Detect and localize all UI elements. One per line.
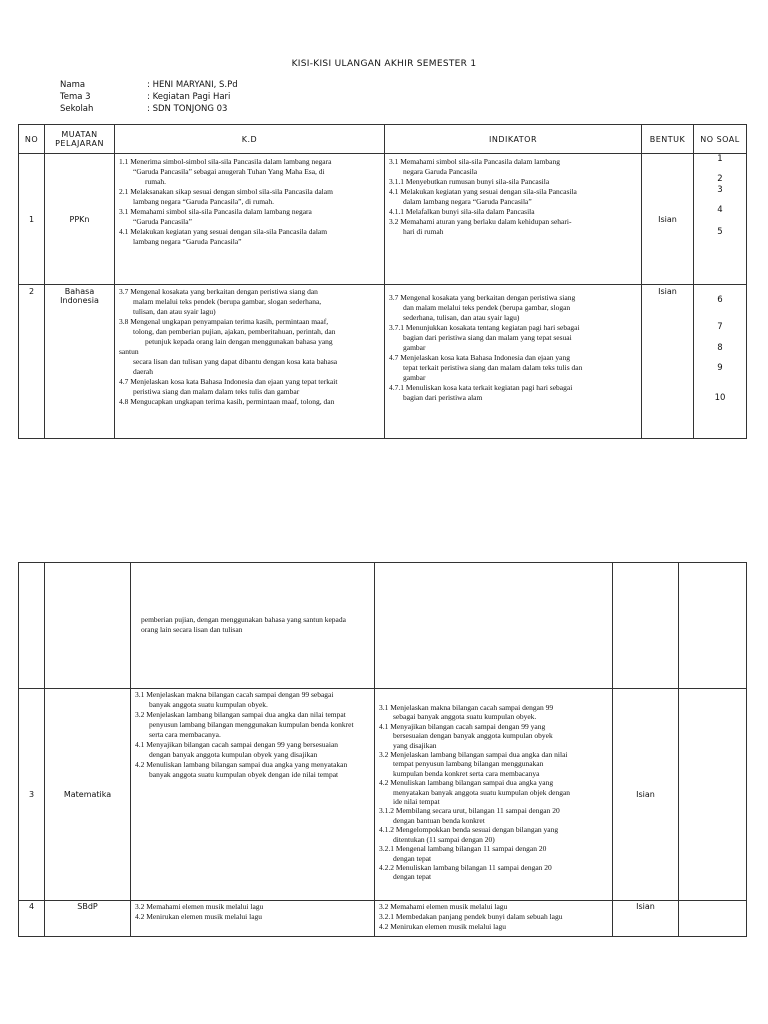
kd-line: 4.1 Melakukan kegiatan yang sesuai dengan sila-sila Pancasila dalam bbox=[119, 227, 328, 236]
indikator-line: 4.7.1 Menuliskan kosa kata terkait kegiatan pagi hari sebagai bbox=[389, 383, 573, 392]
kd-cell bbox=[115, 154, 385, 285]
indikator-line: sederhana, tulisan, dan atau syair lagu) bbox=[403, 313, 520, 322]
indikator-line: 4.1.2 Mengelompokkan benda sesuai dengan bilangan yang bbox=[379, 825, 559, 835]
muatan-line-1: Bahasa bbox=[64, 287, 95, 296]
indikator-line: tepat terkait peristiwa siang dan malam dalam teks tulis dan bbox=[403, 363, 583, 372]
indikator-line: tempat penyusun lambang bilangan menggunakan bbox=[393, 759, 544, 769]
kd-line: “Garuda Pancasila” bbox=[133, 217, 192, 226]
indikator-line: bersesuaian dengan banyak anggota kumpulan obyek bbox=[393, 731, 553, 741]
kisi-kisi-table-2 bbox=[18, 562, 747, 937]
row-number: 2 bbox=[19, 285, 45, 439]
empty-cell bbox=[45, 563, 131, 689]
kd-line: lambang negara “Garuda Pancasila”, di rumah. bbox=[133, 197, 274, 206]
indikator-line: 3.7 Mengenal kosakata yang berkaitan dengan peristiwa siang bbox=[389, 293, 576, 302]
kd-line: banyak anggota suatu kumpulan obyek dengan ide nilai tempat bbox=[149, 770, 339, 779]
indikator-line: dan malam melalui teks pendek (berupa gambar, slogan bbox=[403, 303, 571, 312]
no-soal-value: 2 bbox=[717, 174, 723, 184]
indikator-line: 3.7.1 Menunjukkan kosakata tentang kegiatan pagi hari sebagai bbox=[389, 323, 580, 332]
indikator-line: 3.2 Memahami aturan yang berlaku dalam kehidupan sehari- bbox=[389, 217, 572, 226]
no-soal-cell bbox=[679, 901, 747, 937]
info-label: Tema 3 bbox=[60, 92, 91, 102]
row-number: 1 bbox=[19, 154, 45, 285]
indikator-line: 4.1 Melakukan kegiatan yang sesuai dengan sila-sila Pancasila bbox=[389, 187, 577, 196]
kd-line: 1.1 Menerima simbol-simbol sila-sila Pancasila dalam lambang negara bbox=[119, 157, 332, 166]
kd-line: orang lain secara lisan dan tulisan bbox=[141, 625, 243, 634]
header-muatan-pelajaran bbox=[45, 125, 115, 154]
kd-cell bbox=[131, 563, 375, 689]
bentuk-cell: Isian bbox=[642, 154, 694, 285]
kd-line: lambang negara “Garuda Pancasila” bbox=[133, 237, 242, 246]
kd-line: banyak anggota suatu kumpulan obyek. bbox=[149, 700, 268, 709]
kd-line: 3.2 Memahami elemen musik melalui lagu bbox=[135, 902, 264, 911]
header-muatan-line-2: PELAJARAN bbox=[55, 139, 104, 148]
muatan-line-2: Indonesia bbox=[60, 296, 99, 305]
kd-line: “Garuda Pancasila” sebagai anugerah Tuhan Yang Maha Esa, di bbox=[133, 167, 325, 176]
no-soal-value: 3 bbox=[717, 185, 723, 195]
kd-line: pemberian pujian, dengan menggunakan bahasa yang santun kepada bbox=[141, 615, 346, 624]
kd-line: penyusun lambang bilangan menggunakan kumpulan benda konkret bbox=[149, 720, 354, 729]
indikator-line: 3.2.1 Mengenal lambang bilangan 11 sampai dengan 20 bbox=[379, 844, 547, 854]
indikator-cell bbox=[375, 901, 613, 937]
kd-line: 3.1 Menjelaskan makna bilangan cacah sampai dengan 99 sebagai bbox=[135, 690, 334, 699]
indikator-line: gambar bbox=[403, 343, 426, 352]
kd-line: peristiwa siang dan malam dalam teks tulis dan gambar bbox=[133, 387, 300, 396]
indikator-cell bbox=[375, 689, 613, 901]
no-soal-cell bbox=[694, 285, 747, 439]
kd-line: 4.2 Menirukan elemen musik melalui lagu bbox=[135, 912, 263, 921]
row-number: 3 bbox=[19, 689, 45, 901]
indikator-line: 3.1 Memahami simbol sila-sila Pancasila dalam lambang bbox=[389, 157, 561, 166]
indikator-line: bagian dari peristiwa siang dan malam yang tepat sesuai bbox=[403, 333, 572, 342]
kd-line: secara lisan dan tulisan yang dapat dibantu dengan kosa kata bahasa bbox=[133, 357, 338, 366]
table-row-continuation bbox=[19, 563, 747, 689]
kd-cell bbox=[131, 689, 375, 901]
no-soal-value: 10 bbox=[714, 393, 726, 403]
info-value: : SDN TONJONG 03 bbox=[147, 104, 228, 114]
row-number: 4 bbox=[19, 901, 45, 937]
indikator-line: 3.1.2 Membilang secara urut, bilangan 11 sampai dengan 20 bbox=[379, 806, 560, 816]
indikator-cell bbox=[385, 285, 642, 439]
kd-line: petunjuk kepada orang lain dengan menggunakan bahasa yang bbox=[145, 337, 333, 346]
kd-cell bbox=[131, 901, 375, 937]
kd-line: 3.7 Mengenal kosakata yang berkaitan dengan peristiwa siang dan bbox=[119, 287, 318, 296]
kisi-kisi-table-1 bbox=[18, 124, 747, 439]
indikator-line: 4.1.1 Melafalkan bunyi sila-sila dalam Pancasila bbox=[389, 207, 535, 216]
header-indikator: INDIKATOR bbox=[385, 125, 642, 154]
kd-line: dengan banyak anggota kumpulan obyek yang disajikan bbox=[149, 750, 318, 759]
kd-line: 3.2 Menjelaskan lambang bilangan sampai dua angka dan nilai tempat bbox=[135, 710, 346, 719]
kd-line: malam melalui teks pendek (berupa gambar, slogan sederhana, bbox=[133, 297, 322, 306]
header-bentuk: BENTUK bbox=[642, 125, 694, 154]
info-value: : Kegiatan Pagi Hari bbox=[147, 92, 231, 102]
indikator-line: 4.2.2 Menuliskan lambang bilangan 11 sampai dengan 20 bbox=[379, 862, 552, 872]
bentuk-cell: Isian bbox=[642, 285, 694, 439]
empty-cell bbox=[679, 563, 747, 689]
info-line-tema bbox=[60, 91, 230, 103]
indikator-line: 3.1.1 Menyebutkan rumusan bunyi sila-sila Pancasila bbox=[389, 177, 550, 186]
kd-line: tolong, dan pemberian pujian, ajakan, pemberitahuan, perintah, dan bbox=[133, 327, 336, 336]
header-no-soal: NO SOAL bbox=[694, 125, 747, 154]
header-kd: K.D bbox=[115, 125, 385, 154]
kd-line: serta cara membacanya. bbox=[149, 730, 221, 739]
indikator-line: ditentukan (11 sampai dengan 20) bbox=[393, 834, 495, 844]
indikator-cell bbox=[385, 154, 642, 285]
kd-line: 4.7 Menjelaskan kosa kata Bahasa Indonesia dan ejaan yang tepat terkait bbox=[119, 377, 338, 386]
muatan-pelajaran: SBdP bbox=[45, 901, 131, 937]
kd-line: 4.2 Menuliskan lambang bilangan sampai dua angka yang menyatakan bbox=[135, 760, 348, 769]
no-soal-cell bbox=[694, 154, 747, 285]
table-row bbox=[19, 285, 747, 439]
info-value: : HENI MARYANI, S.Pd bbox=[147, 80, 238, 90]
no-soal-value: 4 bbox=[717, 205, 723, 215]
kd-line: 3.1 Memahami simbol sila-sila Pancasila dalam lambang negara bbox=[119, 207, 312, 216]
indikator-line: 3.1 Menjelaskan makna bilangan cacah sampai dengan 99 bbox=[379, 703, 554, 712]
indikator-line: sebagai banyak anggota suatu kumpulan obyek. bbox=[393, 712, 537, 722]
info-line-nama bbox=[60, 79, 238, 91]
table-row bbox=[19, 154, 747, 285]
document-title: KISI-KISI ULANGAN AKHIR SEMESTER 1 bbox=[291, 59, 477, 69]
no-soal-value: 7 bbox=[717, 322, 723, 332]
kd-line: rumah. bbox=[145, 177, 167, 186]
header-no: NO bbox=[19, 125, 45, 154]
indikator-line: hari di rumah bbox=[403, 227, 444, 236]
indikator-line: bagian dari peristiwa alam bbox=[403, 393, 483, 402]
indikator-line: ide nilai tempat bbox=[393, 797, 440, 807]
indikator-line: 4.1 Menyajikan bilangan cacah sampai dengan 99 yang bbox=[379, 721, 546, 731]
muatan-pelajaran bbox=[45, 285, 115, 439]
info-line-sekolah bbox=[60, 103, 227, 115]
kd-line: 3.8 Mengenal ungkapan penyampaian terima kasih, permintaan maaf, bbox=[119, 317, 329, 326]
empty-cell bbox=[613, 563, 679, 689]
table-row bbox=[19, 901, 747, 937]
kd-line: tulisan, dan atau syair lagu) bbox=[133, 307, 216, 316]
indikator-line: 4.2 Menuliskan lambang bilangan sampai dua angka yang bbox=[379, 778, 554, 788]
kd-line: daerah bbox=[133, 367, 153, 376]
no-soal-value: 8 bbox=[717, 343, 723, 353]
no-soal-value: 5 bbox=[717, 227, 723, 237]
indikator-line: negara Garuda Pancasila bbox=[403, 167, 478, 176]
info-label: Nama bbox=[60, 80, 86, 90]
empty-cell bbox=[375, 563, 613, 689]
indikator-line: gambar bbox=[403, 373, 426, 382]
kd-line: santun bbox=[119, 347, 139, 356]
table-row bbox=[19, 689, 747, 901]
indikator-line: 3.2 Menjelaskan lambang bilangan sampai dua angka dan nilai bbox=[379, 750, 568, 760]
header-muatan-line-1: MUATAN bbox=[61, 130, 98, 139]
kd-cell bbox=[115, 285, 385, 439]
indikator-line: dengan bantuan benda konkret bbox=[393, 815, 485, 825]
indikator-line: dalam lambang negara “Garuda Pancasila” bbox=[403, 197, 532, 206]
indikator-line: 4.7 Menjelaskan kosa kata Bahasa Indonesia dan ejaan yang bbox=[389, 353, 570, 362]
indikator-line: menyatakan banyak anggota suatu kumpulan objek dengan bbox=[393, 787, 571, 797]
info-label: Sekolah bbox=[60, 104, 94, 114]
no-soal-cell bbox=[679, 689, 747, 901]
kd-line: 4.1 Menyajikan bilangan cacah sampai dengan 99 yang bersesuaian bbox=[135, 740, 339, 749]
indikator-line: yang disajikan bbox=[393, 740, 437, 750]
bentuk-cell: Isian bbox=[613, 901, 679, 937]
no-soal-value: 1 bbox=[717, 154, 723, 164]
kd-line: 4.8 Mengucapkan ungkapan terima kasih, permintaan maaf, tolong, dan bbox=[119, 397, 335, 406]
muatan-pelajaran: PPKn bbox=[45, 154, 115, 285]
indikator-line: 3.2.1 Membedakan panjang pendek bunyi dalam sebuah lagu bbox=[379, 912, 563, 921]
indikator-line: 4.2 Menirukan elemen musik melalui lagu bbox=[379, 922, 507, 931]
indikator-line: 3.2 Memahami elemen musik melalui lagu bbox=[379, 902, 508, 911]
no-soal-value: 9 bbox=[717, 363, 723, 373]
empty-cell bbox=[19, 563, 45, 689]
indikator-line: kumpulan benda konkret serta cara membacanya bbox=[393, 768, 540, 778]
bentuk-cell: Isian bbox=[613, 689, 679, 901]
indikator-line: dengan tepat bbox=[393, 853, 432, 863]
kd-line: 2.1 Melaksanakan sikap sesuai dengan simbol sila-sila Pancasila dalam bbox=[119, 187, 333, 196]
indikator-line: dengan tepat bbox=[393, 872, 432, 882]
no-soal-value: 6 bbox=[717, 295, 723, 305]
muatan-pelajaran: Matematika bbox=[45, 689, 131, 901]
